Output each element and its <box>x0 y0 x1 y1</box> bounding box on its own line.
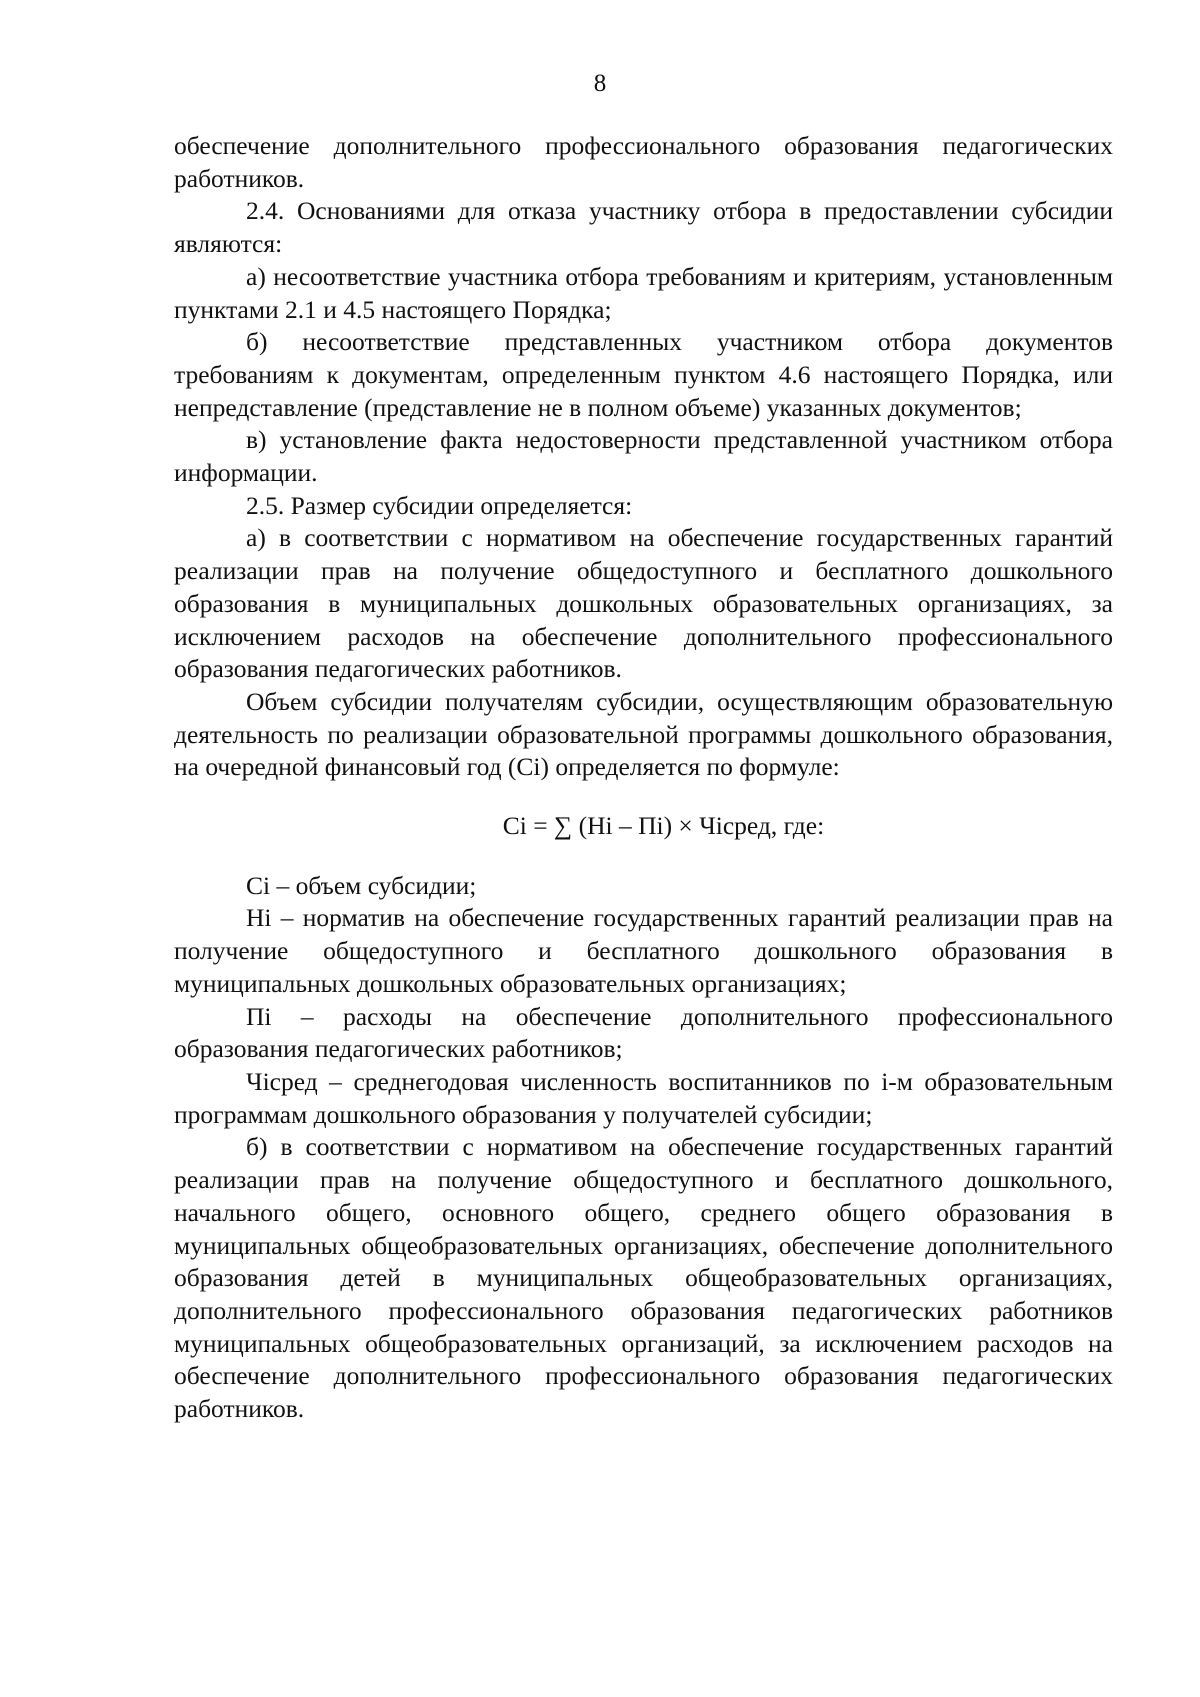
paragraph-subsidy-volume: Объем субсидии получателям субсидии, осуществляющим образовательную деятельность по реализации образовательной программы дошкольного образования, на очередной финансовый год (Сi) определяется по формуле: <box>174 686 1113 782</box>
definition-chisred: Чiсред – среднегодовая численность воспитанников по i-м образовательным программам дошкольного образования у получателей субсидии; <box>174 1066 1113 1129</box>
paragraph-clause-2-4-v: в) установление факта недостоверности представленной участником отбора информации. <box>174 425 1113 488</box>
definition-ni: Нi – норматив на обеспечение государственных гарантий реализации прав на получение общедоступного и бесплатного дошкольного образования в муниципальных дошкольных образовательных организациях; <box>174 903 1113 998</box>
document-body <box>174 130 1113 1426</box>
paragraph-clause-2-4: 2.4. Основаниями для отказа участнику отбора в предоставлении субсидии являются: <box>174 196 1113 259</box>
paragraph-continuation: обеспечение дополнительного профессионального образования педагогических работников. <box>174 131 1113 193</box>
paragraph-clause-2-5-b: б) в соответствии с нормативом на обеспечение государственных гарантий реализации прав на получение общедоступного и бесплатного дошкольного, начального общего, основного общего, среднего общего образования в муниципальных общеобразовательных организациях, обеспечение дополнительного образования детей в муниципальных общеобразовательных организациях, дополнительного профессионального образования педагогических работников муниципальных общеобразовательных организаций, за исключением расходов на обеспечение дополнительного профессионального образования педагогических работников. <box>174 1132 1113 1424</box>
paragraph-clause-2-5: 2.5. Размер субсидии определяется: <box>246 490 633 520</box>
paragraph-clause-2-5-a: а) в соответствии с нормативом на обеспечение государственных гарантий реализации прав на получение общедоступного и бесплатного дошкольного образования в муниципальных дошкольных образовательных организациях, за исключением расходов на обеспечение дополнительного профессионального образования педагогических работников. <box>174 523 1113 684</box>
page-number: 8 <box>593 70 607 97</box>
definition-pi: Пi – расходы на обеспечение дополнительного профессионального образования педагогических работников; <box>174 1001 1113 1064</box>
paragraph-clause-2-4-a: а) несоответствие участника отбора требованиям и критериям, установленным пунктами 2.1 и 4.5 настоящего Порядка; <box>174 261 1113 324</box>
paragraph-clause-2-4-b: б) несоответствие представленных участником отбора документов требованиям к документам, определенным пунктом 4.6 настоящего Порядка, или непредставление (представление не в полном объеме) указанных документов; <box>174 327 1113 422</box>
definition-ci: Сi – объем субсидии; <box>246 870 477 900</box>
formula: Сi = ∑ (Нi – Пi) × Чiсред, где: <box>502 811 825 841</box>
